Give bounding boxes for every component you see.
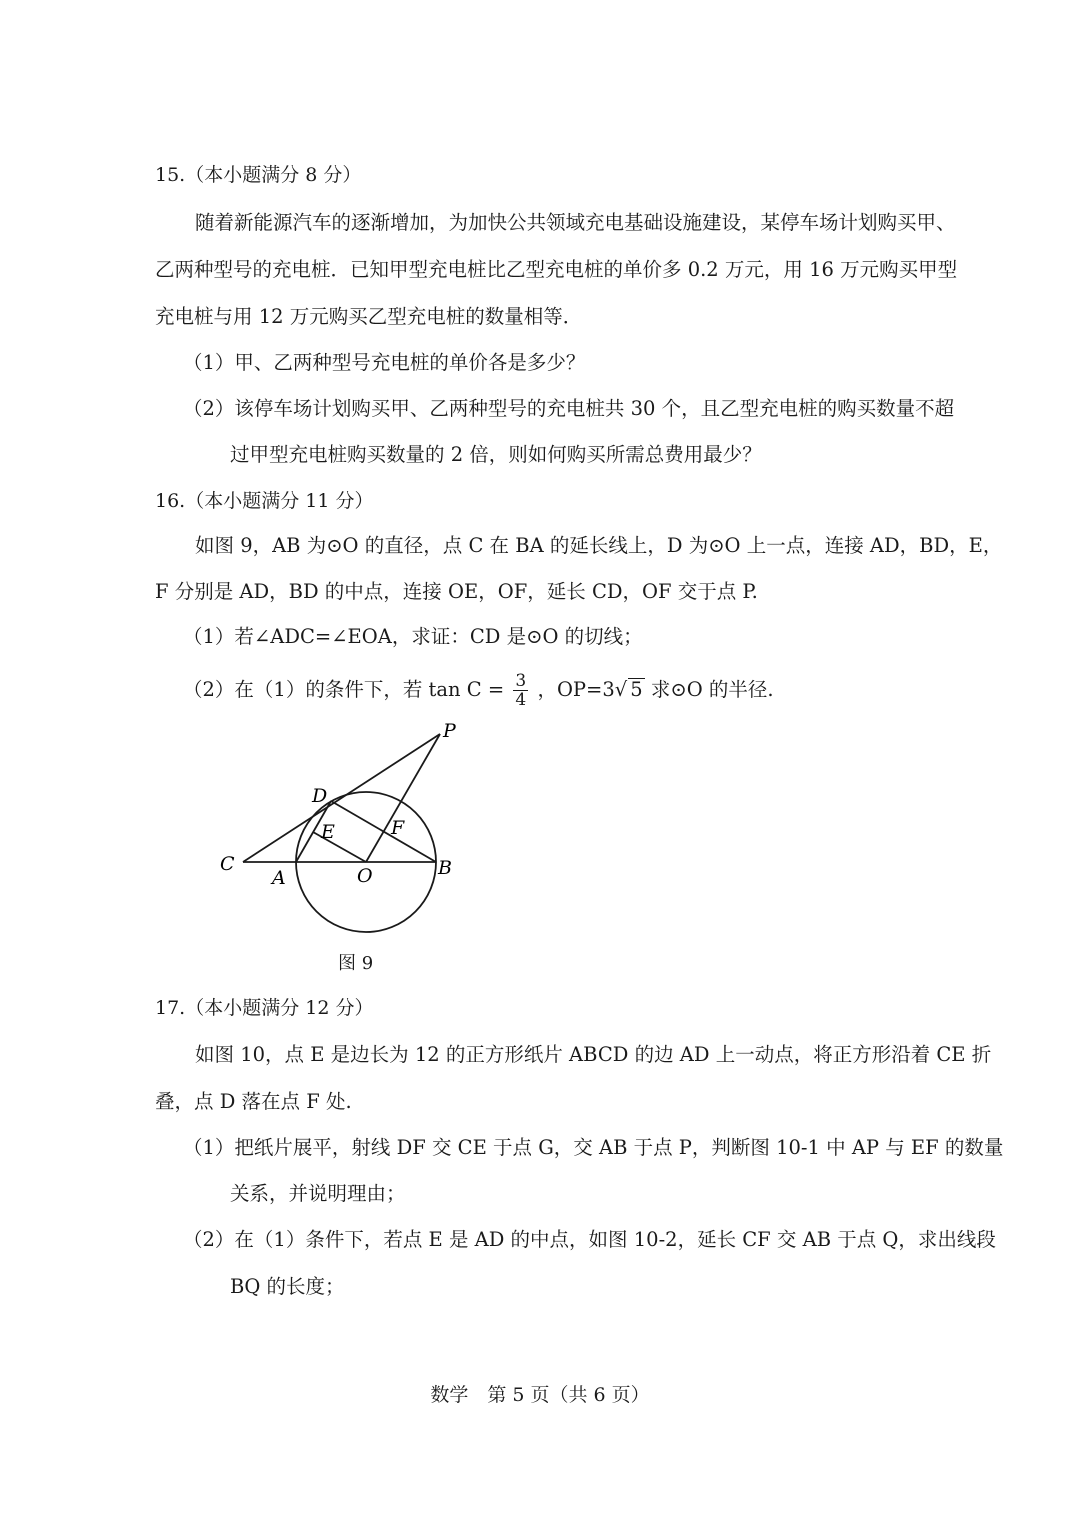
q17-header: 17.（本小题满分 12 分）: [155, 997, 374, 1019]
q15-subquestion-1: （1）甲、乙两种型号充电桩的单价各是多少？: [183, 351, 586, 374]
label-o: O: [357, 865, 373, 887]
q17-paragraph-line-1: 如图 10，点 E 是边长为 12 的正方形纸片 ABCD 的边 AD 上一动点，将正方形沿着 CE 折: [195, 1043, 992, 1066]
sqrt-radicand: 5: [630, 678, 643, 701]
q16-s2-suffix: 求⊙O 的半径.: [644, 678, 774, 701]
q16-paragraph-line-2: F 分别是 AD，BD 的中点，连接 OE，OF，延长 CD，OF 交于点 P.: [155, 580, 758, 603]
line-d-b: [331, 801, 436, 862]
label-p: P: [443, 720, 456, 742]
q17-subquestion-2-line-2: BQ 的长度；: [230, 1275, 345, 1298]
q15-subquestion-2-line-2: 过甲型充电桩购买数量的 2 倍，则如何购买所需总费用最少？: [230, 443, 762, 466]
fraction-numerator: 3: [515, 671, 527, 691]
q16-header: 16.（本小题满分 11 分）: [155, 490, 374, 512]
q15-paragraph-line-3: 充电桩与用 12 万元购买乙型充电桩的数量相等．: [155, 305, 583, 328]
label-b: B: [438, 857, 452, 879]
q15-header: 15.（本小题满分 8 分）: [155, 164, 362, 186]
q16-paragraph-line-1: 如图 9，AB 为⊙O 的直径，点 C 在 BA 的延长线上，D 为⊙O 上一点，连接 AD，BD，E，: [195, 534, 1003, 557]
label-a: A: [272, 867, 286, 889]
q17-subquestion-1-line-2: 关系，并说明理由；: [230, 1182, 406, 1205]
fraction-denominator: 4: [515, 690, 527, 710]
label-e: E: [321, 821, 335, 843]
q17-subquestion-1-line-1: （1）把纸片展平，射线 DF 交 CE 于点 G，交 AB 于点 P，判断图 10-1 中 AP 与 EF 的数量: [183, 1136, 1004, 1159]
q17-paragraph-line-2: 叠，点 D 落在点 F 处.: [155, 1090, 352, 1113]
label-d: D: [312, 785, 328, 807]
line-c-p: [243, 734, 440, 862]
q15-paragraph-line-1: 随着新能源汽车的逐渐增加，为加快公共领域充电基础设施建设，某停车场计划购买甲、: [195, 211, 956, 234]
q16-s2-middle: ，OP=3: [537, 678, 615, 701]
sqrt-radical-sign: √: [614, 678, 628, 701]
label-c: C: [220, 853, 235, 875]
q15-subquestion-2-line-1: （2）该停车场计划购买甲、乙两种型号的充电桩共 30 个，且乙型充电桩的购买数量不超: [183, 397, 955, 420]
page-footer: 数学 第 5 页（共 6 页）: [430, 1384, 650, 1406]
figure-9-caption: 图 9: [338, 953, 374, 974]
q17-subquestion-2-line-1: （2）在（1）条件下，若点 E 是 AD 的中点，如图 10-2，延长 CF 交 AB 于点 Q，求出线段: [183, 1228, 996, 1251]
label-f: F: [391, 817, 405, 839]
q16-s2-prefix: （2）在（1）的条件下，若 tan C =: [183, 678, 505, 701]
q15-paragraph-line-2: 乙两种型号的充电桩．已知甲型充电桩比乙型充电桩的单价多 0.2 万元，用 16 万元购买甲型: [155, 258, 958, 281]
q16-subquestion-1: （1）若∠ADC=∠EOA，求证：CD 是⊙O 的切线；: [183, 625, 643, 648]
